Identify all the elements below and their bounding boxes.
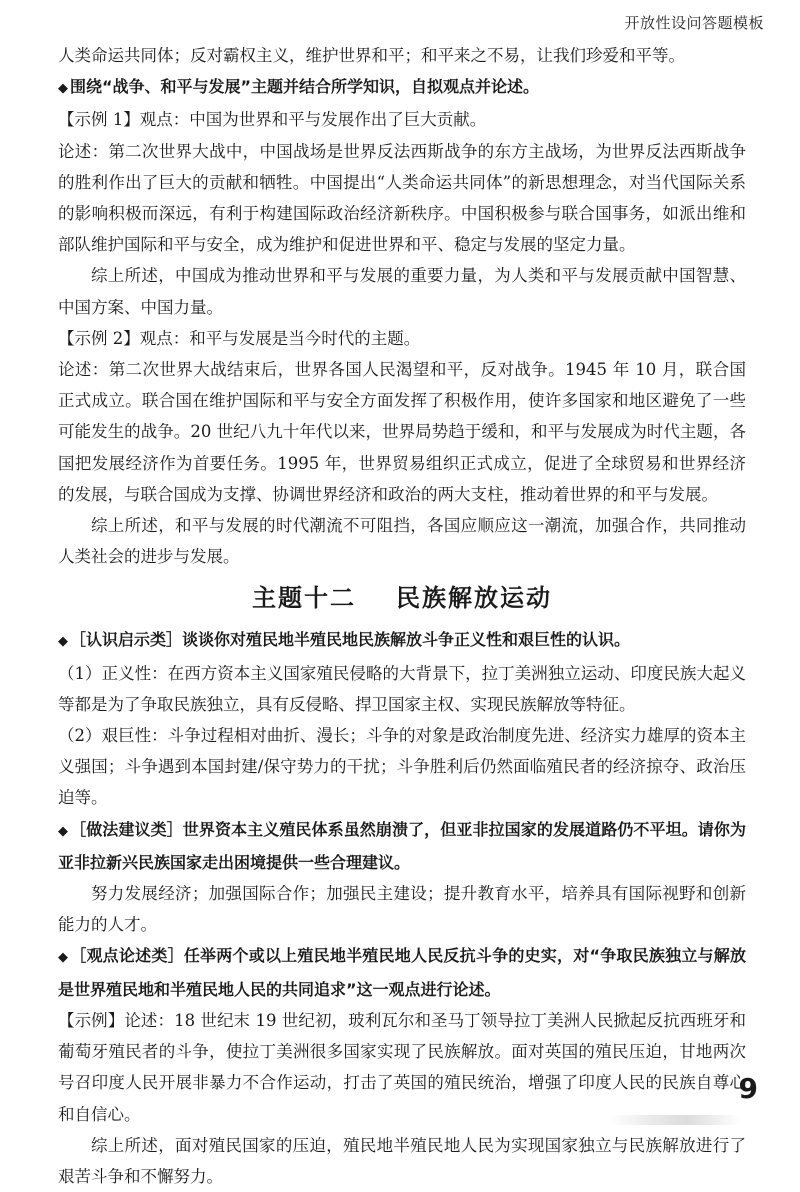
- paragraph-continued: 人类命运共同体；反对霸权主义，维护世界和平；和平来之不易，让我们珍爱和平等。: [58, 46, 685, 65]
- example-1-conclusion: 综上所述，中国成为推动世界和平与发展的重要力量，为人类和平与发展贡献中国智慧、中国方案、中国力量。: [58, 266, 746, 317]
- diamond-bullet-icon: ◆: [58, 81, 68, 97]
- page-content: [58, 40, 746, 1192]
- example-2-conclusion: 综上所述，和平与发展的时代潮流不可阻挡，各国应顺应这一潮流，加强合作，共同推动人类社会的进步与发展。: [58, 516, 746, 567]
- page-number: 9: [738, 1072, 758, 1105]
- diamond-bullet-icon: ◆: [58, 634, 68, 650]
- question-cognition: [58, 624, 746, 657]
- answer-difficulty: （2）艰巨性：斗争过程相对曲折、漫长；斗争的对象是政治制度先进、经济实力雄厚的资本主义强国；斗争遇到本国封建/保守势力的干扰；斗争胜利后仍然面临殖民者的经济掠夺、政治压迫等。: [58, 726, 746, 808]
- question-argument: [58, 940, 746, 1004]
- example-argument: 【示例】论述：18 世纪末 19 世纪初，玻利瓦尔和圣马丁领导拉丁美洲人民掀起反抗西班牙和葡萄牙殖民者的斗争，使拉丁美洲很多国家实现了民族解放。面对英国的殖民压迫，甘地两次号召印度人民开展非暴力不合作运动，打击了英国的殖民统治，增强了印度人民的民族自尊心和自信心。: [58, 1010, 746, 1124]
- question-text: ［认识启示类］谈谈你对殖民地半殖民地民族解放斗争正义性和艰巨性的认识。: [70, 630, 631, 650]
- question-text: ［做法建议类］世界资本主义殖民体系虽然崩溃了，但亚非拉国家的发展道路仍不平坦。请你为亚非拉新兴民族国家走出困境提供一些合理建议。: [58, 819, 746, 872]
- question-suggestions: [58, 814, 746, 878]
- section-number: 主题十二: [252, 584, 356, 613]
- question-text: 围绕“战争、和平与发展”主题并结合所学知识，自拟观点并论述。: [70, 77, 540, 97]
- example-1-argument: 论述：第二次世界大战中，中国战场是世界反法西斯战争的东方主战场，为世界反法西斯战争的胜利作出了巨大的贡献和牺牲。中国提出“人类命运共同体”的新思想理念，对当代国际关系的影响积极而深远，有利于构建国际政治经济新秩序。中国积极参与联合国事务，如派出维和部队维护国际和平与安全，成为维护和促进世界和平、稳定与发展的坚定力量。: [58, 141, 746, 255]
- question-war-peace-development: [58, 71, 746, 104]
- diamond-bullet-icon: ◆: [58, 950, 69, 966]
- running-header-title: 开放性设问答题模板: [624, 14, 764, 32]
- diamond-bullet-icon: ◆: [58, 823, 69, 839]
- scan-watermark: [610, 1115, 740, 1125]
- answer-justice: （1）正义性：在西方资本主义国家殖民侵略的大背景下，拉丁美洲独立运动、印度民族大起义等都是为了争取民族独立，具有反侵略、捍卫国家主权、实现民族解放等特征。: [58, 663, 746, 714]
- section-title: [58, 578, 746, 618]
- example-2-viewpoint: 【示例 2】观点：和平与发展是当今时代的主题。: [58, 328, 421, 348]
- example-conclusion: 综上所述，面对殖民国家的压迫，殖民地半殖民地人民为实现国家独立与民族解放进行了艰苦斗争和不懈努力。: [58, 1135, 746, 1186]
- question-text: ［观点论述类］任举两个或以上殖民地半殖民地人民反抗斗争的史实，对“争取民族独立与解放是世界殖民地和半殖民地人民的共同追求”这一观点进行论述。: [58, 946, 746, 999]
- answer-suggestions: 努力发展经济；加强国际合作；加强民主建设；提升教育水平，培养具有国际视野和创新能力的人才。: [58, 884, 746, 935]
- section-topic: 民族解放运动: [396, 584, 552, 613]
- example-2-argument: 论述：第二次世界大战结束后，世界各国人民渴望和平，反对战争。1945 年 10 月，联合国正式成立。联合国在维护国际和平与安全方面发挥了积极作用，使许多国家和地区避免了一些可能发生的战争。20 世纪八九十年代以来，世界局势趋于缓和，和平与发展成为时代主题，各国把发展经济作为首要任务。1995 年，世界贸易组织正式成立，促进了全球贸易和世界经济的发展，与联合国成为支撑、协调世界经济和政治的两大支柱，推动着世界的和平与发展。: [58, 360, 746, 504]
- example-1-viewpoint: 【示例 1】观点：中国为世界和平与发展作出了巨大贡献。: [58, 110, 487, 130]
